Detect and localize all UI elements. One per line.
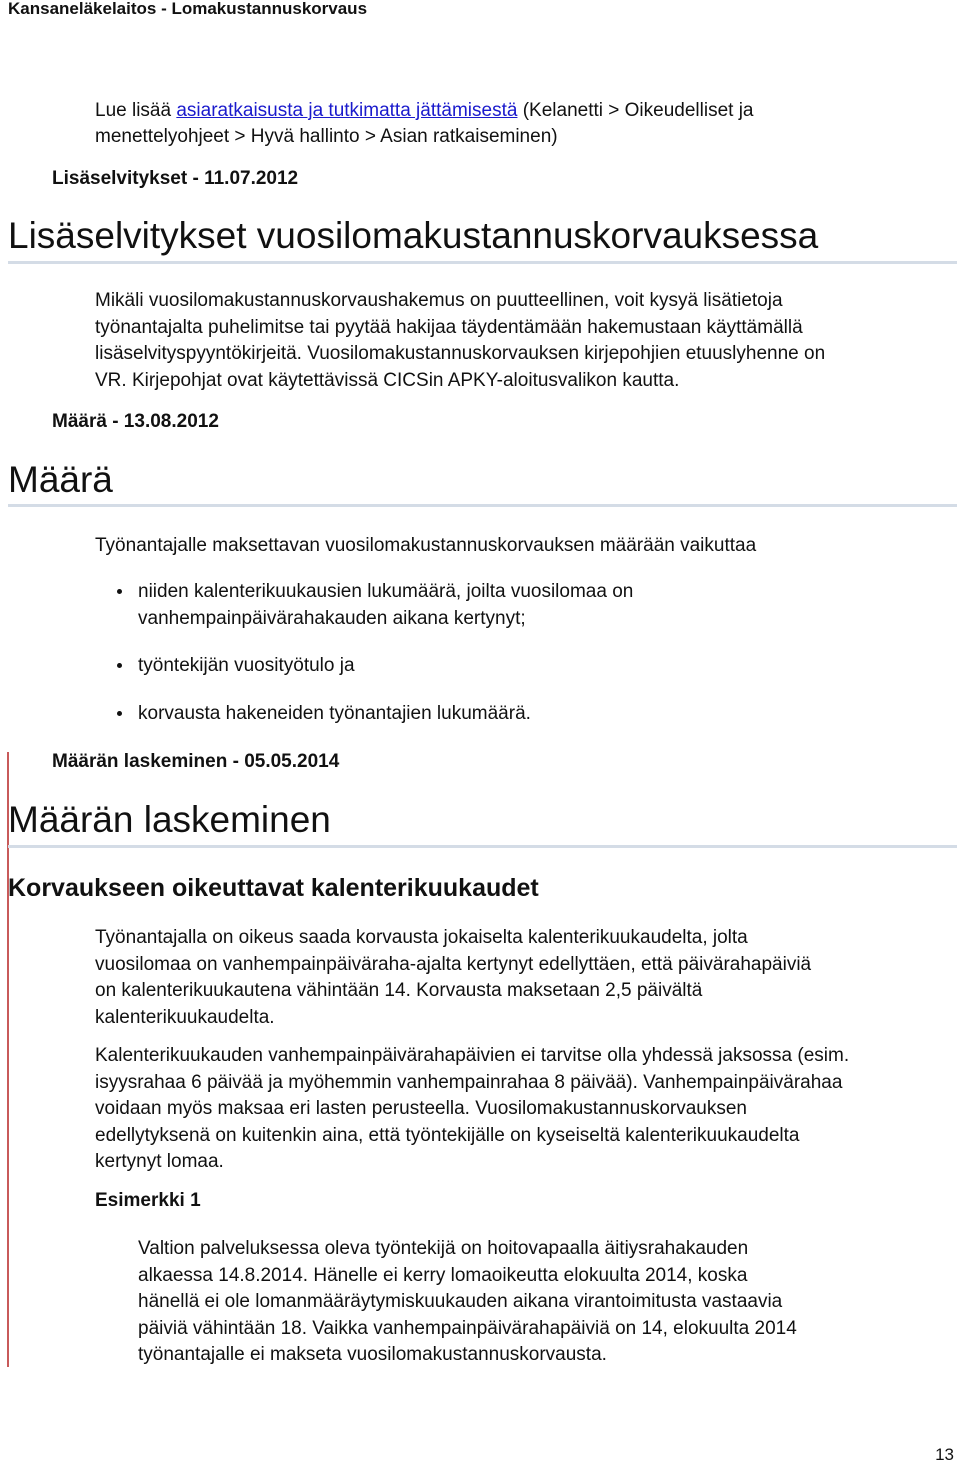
update-label-lisaselvitykset: Lisäselvitykset - 11.07.2012 [52, 168, 299, 189]
paragraph-line: kalenterikuukaudelta. [95, 1006, 275, 1028]
list-item-line: työntekijän vuosityötulo ja [138, 655, 355, 676]
lisaselvitykset-paragraph [95, 288, 825, 394]
example-paragraph [138, 1236, 797, 1369]
paragraph-line: työnantajalle ei makseta vuosilomakustannuskorvausta. [138, 1344, 607, 1365]
paragraph-line: päiviä vähintään 18. Vaikka vanhempainpäivärahapäiviä on 14, elokuulta 2014 [138, 1317, 797, 1339]
paragraph-line: isyysrahaa 6 päivää ja myöhemmin vanhempainrahaa 8 päivää). Vanhempainpäivärahaa [95, 1071, 843, 1093]
heading-maara: Määrä [8, 459, 113, 500]
list-item-line: korvausta hakeneiden työnantajien lukumäärä. [138, 702, 531, 724]
subheading-kalenterikuukaudet: Korvaukseen oikeuttavat kalenterikuukaudet [8, 874, 539, 902]
paragraph-line: työnantajalta puhelimitse tai pyytää hakijaa täydentämään hakemustaan käyttämällä [95, 316, 803, 338]
paragraph-line: Valtion palveluksessa oleva työntekijä on hoitovapaalla äitiysrahakauden [138, 1238, 749, 1259]
list-item [117, 579, 633, 632]
paragraph-line: on kalenterikuukautena vähintään 14. Korvausta maksetaan 2,5 päivältä [95, 980, 703, 1001]
laskeminen-paragraph-1 [95, 925, 811, 1031]
paragraph-line: edellytyksenä on kuitenkin aina, että työntekijälle on kyseiseltä kalenterikuukaudelta [95, 1124, 800, 1146]
intro-line-1 [95, 98, 753, 125]
heading-lisaselvitykset: Lisäselvitykset vuosilomakustannuskorvauksessa [8, 215, 819, 256]
intro-text-before-link: Lue lisää [95, 100, 177, 121]
paragraph-line: kertynyt lomaa. [95, 1151, 224, 1172]
paragraph-line: Työnantajalla on oikeus saada korvausta jokaiselta kalenterikuukaudelta, jolta [95, 927, 748, 948]
maara-intro: Työnantajalle maksettavan vuosilomakustannuskorvauksen määrään vaikuttaa [95, 535, 757, 556]
intro-text-after-link: (Kelanetti > Oikeudelliset ja [517, 100, 754, 121]
paragraph-line: vuosilomaa on vanhempainpäiväraha-ajalta kertynyt edellyttäen, että päivärahapäiviä [95, 953, 812, 975]
example-title: Esimerkki 1 [95, 1190, 201, 1211]
paragraph-line: Mikäli vuosilomakustannuskorvaushakemus on puutteellinen, voit kysyä lisätietoja [95, 290, 783, 311]
heading-laskeminen: Määrän laskeminen [8, 799, 331, 840]
page-number: 13 [935, 1445, 954, 1464]
list-item [117, 701, 633, 728]
paragraph-line: voidaan myös maksaa eri lasten perusteella. Vuosilomakustannuskorvauksen [95, 1098, 747, 1119]
heading-rule [8, 504, 957, 507]
paragraph-line: lisäselvityspyyntökirjeitä. Vuosilomakustannuskorvauksen kirjepohjien etuuslyhenne on [95, 343, 826, 364]
list-item-line: vanhempainpäivärahakauden aikana kertynyt; [138, 607, 526, 629]
heading-rule [8, 261, 957, 264]
update-label-maara: Määrä - 13.08.2012 [52, 411, 219, 432]
paragraph-line: hänellä ei ole lomanmääräytymiskuukauden aikana virantoimitusta vastaavia [138, 1291, 783, 1312]
intro-line-2: menettelyohjeet > Hyvä hallinto > Asian ratkaiseminen) [95, 126, 558, 147]
paragraph-line: Kalenterikuukauden vanhempainpäivärahapäivien ei tarvitse olla yhdessä jaksossa (esim. [95, 1045, 850, 1066]
list-item [117, 653, 633, 680]
decision-info-link[interactable]: asiaratkaisusta ja tutkimatta jättämisestä [176, 100, 518, 121]
laskeminen-paragraph-2 [95, 1043, 849, 1176]
update-label-laskeminen: Määrän laskeminen - 05.05.2014 [52, 751, 340, 772]
paragraph-line: VR. Kirjepohjat ovat käytettävissä CICSin APKY-aloitusvalikon kautta. [95, 369, 680, 391]
maara-bullet-list [117, 579, 633, 727]
document-header-title: Kansaneläkelaitos - Lomakustannuskorvaus [8, 0, 368, 18]
heading-rule [8, 845, 957, 848]
paragraph-line: alkaessa 14.8.2014. Hänelle ei kerry lomaoikeutta elokuulta 2014, koska [138, 1264, 748, 1286]
list-item-line: niiden kalenterikuukausien lukumäärä, joilta vuosilomaa on [138, 581, 634, 602]
